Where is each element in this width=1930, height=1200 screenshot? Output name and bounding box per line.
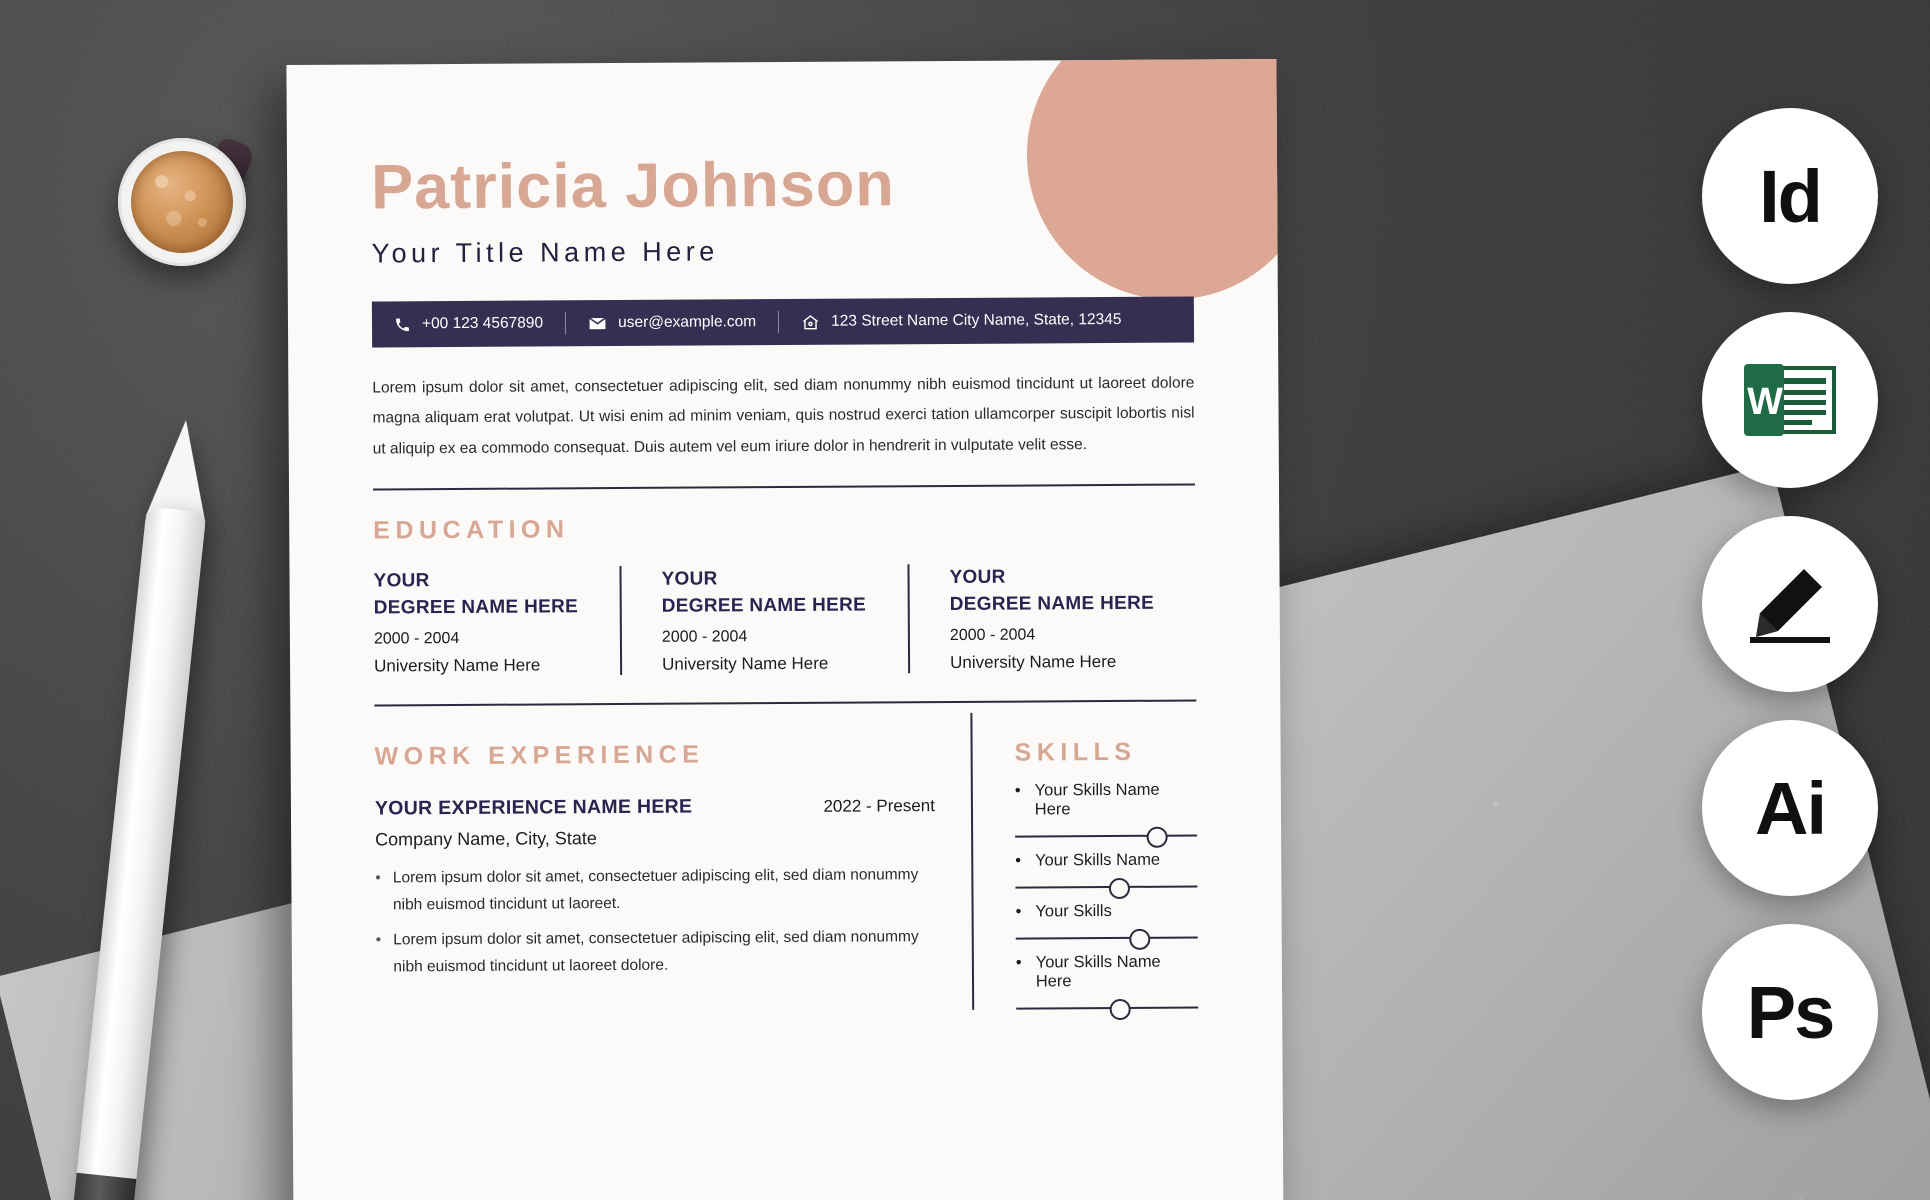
coffee-liquid [131, 151, 233, 253]
education-years: 2000 - 2004 [949, 626, 1036, 644]
section-title-work: WORK EXPERIENCE [374, 740, 705, 771]
email-value: user@example.com [618, 313, 757, 332]
indesign-badge [1702, 108, 1878, 284]
address-value: 123 Street Name City Name, State, 12345 [831, 311, 1122, 330]
job-title: Your Title Name Here [371, 236, 719, 269]
section-title-skills: SKILLS [1014, 737, 1137, 767]
skill-label: Your Skills Name [1035, 850, 1161, 870]
coffee-cup [118, 138, 246, 266]
contact-phone [372, 314, 565, 333]
skill-slider[interactable] [1016, 936, 1198, 939]
skills-column [970, 711, 1198, 1009]
skill-item [1016, 952, 1198, 1009]
bullet-icon: • [1015, 902, 1022, 921]
word-badge [1702, 312, 1878, 488]
page-title: Patricia Johnson [370, 149, 895, 223]
resume-page [286, 59, 1283, 1200]
experience-dates: 2022 - Present [823, 795, 935, 816]
summary-paragraph: Lorem ipsum dolor sit amet, consectetuer adipiscing elit, sed diam nonummy nibh euismod tincidunt ut laoreet dolore magna aliquam erat volutpat. Ut wisi enim ad minim veniam, quis nostrud exerci tation ullamcorper suscipit lobortis nisl ut aliquip ex ea commodo consequat. Duis autem vel eum iriure dolor in hendrerit in vulputate velit esse. [372, 374, 1195, 458]
photoshop-icon: Ps [1746, 970, 1834, 1054]
education-degree-line2: DEGREE NAME HERE [661, 594, 867, 618]
bullet-icon: • [1014, 781, 1021, 800]
contact-address [779, 310, 1143, 331]
experience-bullet-text: Lorem ipsum dolor sit amet, consectetuer adipiscing elit, sed diam nonummy nibh euismod tincidunt ut laoreet. [392, 866, 919, 914]
contact-bar [372, 297, 1194, 348]
skill-label: Your Skills Name Here [1035, 952, 1161, 991]
experience-header [375, 794, 935, 820]
education-degree-line2: DEGREE NAME HERE [949, 593, 1155, 616]
education-item [373, 566, 620, 677]
envelope-icon [588, 314, 607, 333]
bullet-icon: • [375, 931, 382, 949]
education-list [373, 562, 1196, 676]
bullet-icon: • [1015, 851, 1022, 870]
skill-slider-knob[interactable] [1147, 827, 1168, 848]
education-item [907, 562, 1196, 673]
pen-tool-icon [1742, 561, 1838, 647]
photoshop-badge [1702, 924, 1878, 1100]
app-badge-list [1702, 108, 1878, 1100]
skill-label: Your Skills Name Here [1034, 780, 1160, 819]
skill-item [1016, 901, 1198, 939]
indesign-icon: Id [1759, 154, 1821, 238]
svg-text:W: W [1747, 381, 1781, 423]
skill-slider-knob[interactable] [1109, 999, 1130, 1020]
experience-bullets [375, 861, 936, 981]
skill-slider[interactable] [1015, 834, 1197, 837]
education-university: University Name Here [950, 651, 1117, 672]
home-icon [801, 312, 820, 331]
experience-bullet-text: Lorem ipsum dolor sit amet, consectetuer adipiscing elit, sed diam nonummy nibh euismod tincidunt ut laoreet dolore. [393, 928, 919, 976]
skill-item [1015, 780, 1197, 837]
skill-label: Your Skills [1035, 901, 1112, 921]
phone-icon [394, 316, 411, 333]
education-university: University Name Here [662, 653, 829, 674]
list-item [376, 923, 936, 981]
education-degree-line2: DEGREE NAME HERE [373, 596, 579, 619]
divider-middle [374, 699, 1196, 706]
education-item [619, 564, 908, 675]
experience-company: Company Name, City, State [375, 828, 597, 850]
education-university: University Name Here [374, 655, 541, 676]
skill-slider-knob[interactable] [1129, 929, 1150, 950]
phone-value: +00 123 4567890 [421, 314, 544, 333]
illustrator-badge [1702, 720, 1878, 896]
pen-tool-badge [1702, 516, 1878, 692]
education-years: 2000 - 2004 [661, 628, 748, 646]
skill-item [1015, 850, 1197, 888]
pencil-tip [146, 417, 216, 523]
skill-slider[interactable] [1015, 885, 1197, 888]
word-icon [1742, 362, 1838, 438]
bullet-icon: • [1015, 953, 1022, 972]
education-degree-line1: YOUR [949, 566, 1006, 588]
education-degree-line1: YOUR [661, 568, 718, 590]
skill-slider[interactable] [1016, 1006, 1198, 1009]
education-years: 2000 - 2004 [373, 629, 460, 648]
bullet-icon: • [375, 869, 381, 887]
contact-email [566, 313, 778, 333]
education-degree-line1: YOUR [373, 569, 430, 592]
coffee-foam [131, 151, 233, 253]
list-item [375, 861, 935, 919]
skill-slider-knob[interactable] [1109, 878, 1130, 899]
work-experience-column [374, 713, 972, 1014]
divider-top [373, 483, 1195, 490]
section-title-education: EDUCATION [373, 515, 570, 545]
experience-role: YOUR EXPERIENCE NAME HERE [374, 795, 693, 820]
illustrator-icon: Ai [1755, 766, 1825, 850]
